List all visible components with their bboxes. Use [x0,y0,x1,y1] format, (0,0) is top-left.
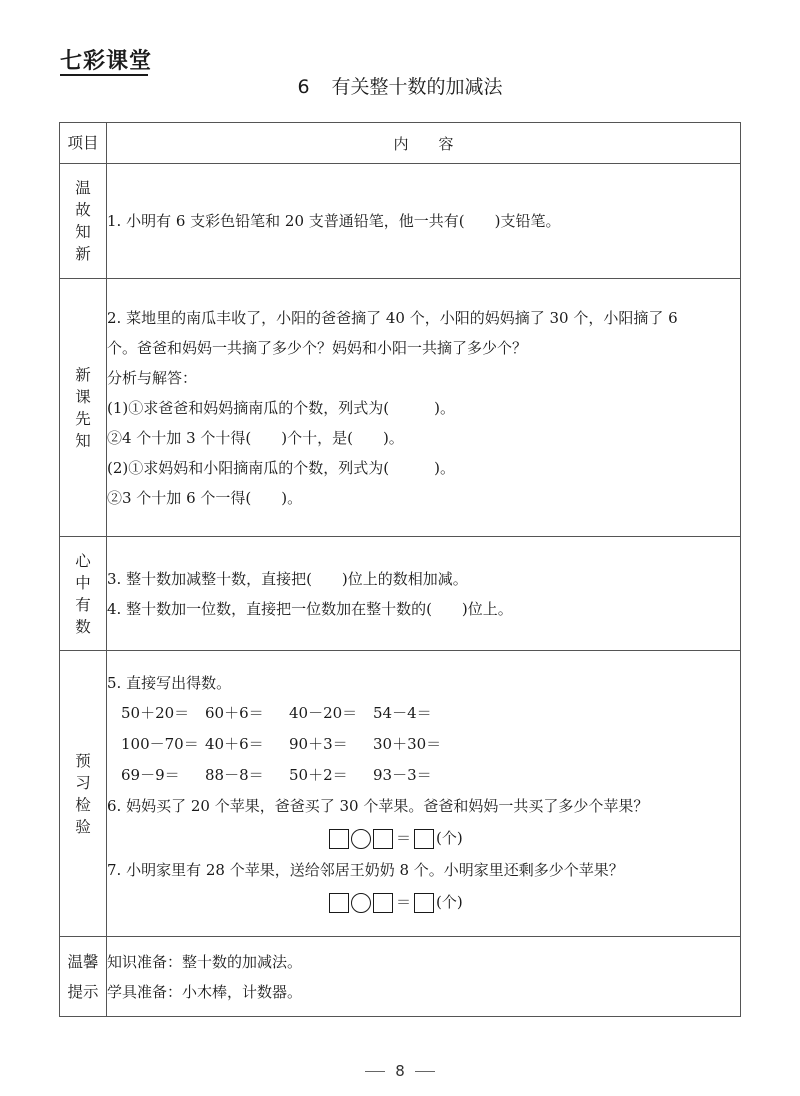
footer-dash [365,1071,385,1072]
tip-knowledge: 知识准备：整十数的加减法。 [107,952,303,971]
tip-tools: 学具准备：小木棒，计数器。 [107,982,303,1001]
calculation-grid [121,698,740,791]
row-label-tips: 温馨提示 [60,937,107,1017]
page-number: 8 [395,1062,405,1080]
analysis-step-1a: (1)①求爸爸和妈妈摘南瓜的个数，列式为( )。 [107,398,455,417]
analysis-step-2a: (2)①求妈妈和小阳摘南瓜的个数，列式为( )。 [107,458,455,477]
table-row [60,164,741,279]
question-6: 6. 妈妈买了 20 个苹果，爸爸买了 30 个苹果。爸爸和妈妈一共买了多少个苹果？ [107,797,649,815]
question-4: 4. 整十数加一位数，直接把一位数加在整十数的( )位上。 [107,599,513,618]
row-label-check: 预习检验 [60,651,107,937]
equals-sign: ＝ [396,893,412,911]
calc-row [121,729,740,760]
calc-item: 50＋2＝ [289,766,348,784]
answer-square[interactable] [373,893,393,913]
question-3: 3. 整十数加减整十数，直接把( )位上的数相加减。 [107,569,468,588]
answer-square[interactable] [329,893,349,913]
calc-row [121,760,740,791]
calc-item: 88－8＝ [205,766,264,784]
row-label-summary: 心中有数 [60,537,107,651]
lesson-title: 有关整十数的加减法 [331,76,503,98]
question-7: 7. 小明家里有 28 个苹果，送给邻居王奶奶 8 个。小明家里还剩多少个苹果？ [107,861,624,879]
calc-item: 50＋20＝ [121,704,190,722]
analysis-heading: 分析与解答： [107,368,198,387]
row-content-preview [107,279,741,537]
unit-label: (个) [436,829,463,847]
analysis-step-2b: ②3 个十加 6 个一得( )。 [107,488,303,507]
analysis-step-1b: ②4 个十加 3 个十得( )个十，是( )。 [107,428,404,447]
calc-item: 54－4＝ [373,704,432,722]
calc-item: 93－3＝ [373,766,432,784]
answer-square[interactable] [373,829,393,849]
calc-row [121,698,740,729]
answer-boxes-q7 [107,885,740,919]
operator-circle[interactable] [351,893,371,913]
calc-item: 60＋6＝ [205,704,264,722]
row-content-tips [107,937,741,1017]
row-content-summary [107,537,741,651]
lesson-title-line [0,72,800,99]
answer-square[interactable] [329,829,349,849]
lesson-number: 6 [297,76,310,98]
footer-dash [415,1071,435,1072]
question-1: 1. 小明有 6 支彩色铅笔和 20 支普通铅笔，他一共有( )支铅笔。 [107,212,561,230]
row-content-review [107,164,741,279]
table-header-row [60,123,741,164]
calc-item: 40＋6＝ [205,735,264,753]
page-footer [0,1062,800,1080]
table-row [60,537,741,651]
question-5: 5. 直接写出得数。 [107,674,232,692]
calc-item: 69－9＝ [121,766,180,784]
table-row [60,651,741,937]
header-content-cell: 内 容 [107,123,741,164]
unit-label: (个) [436,893,463,911]
operator-circle[interactable] [351,829,371,849]
header-item-cell: 项目 [60,123,107,164]
table-row [60,279,741,537]
answer-boxes-q6 [107,821,740,855]
calc-item: 100－70＝ [121,735,199,753]
question-2-line-2: 个。爸爸和妈妈一共摘了多少个？妈妈和小阳一共摘了多少个？ [107,338,528,357]
calc-item: 40－20＝ [289,704,358,722]
answer-square[interactable] [414,829,434,849]
equals-sign: ＝ [396,829,412,847]
calc-item: 30＋30＝ [373,735,442,753]
question-2-line-1: 2. 菜地里的南瓜丰收了，小阳的爸爸摘了 40 个，小阳的妈妈摘了 30 个，小阳摘了 6 [107,308,678,327]
table-row [60,937,741,1017]
series-logo: 七彩课堂 [60,49,153,74]
row-content-check [107,651,741,937]
worksheet-table [59,122,741,1017]
calc-item: 90＋3＝ [289,735,348,753]
row-label-review: 温故知新 [60,164,107,279]
answer-square[interactable] [414,893,434,913]
row-label-preview: 新课先知 [60,279,107,537]
